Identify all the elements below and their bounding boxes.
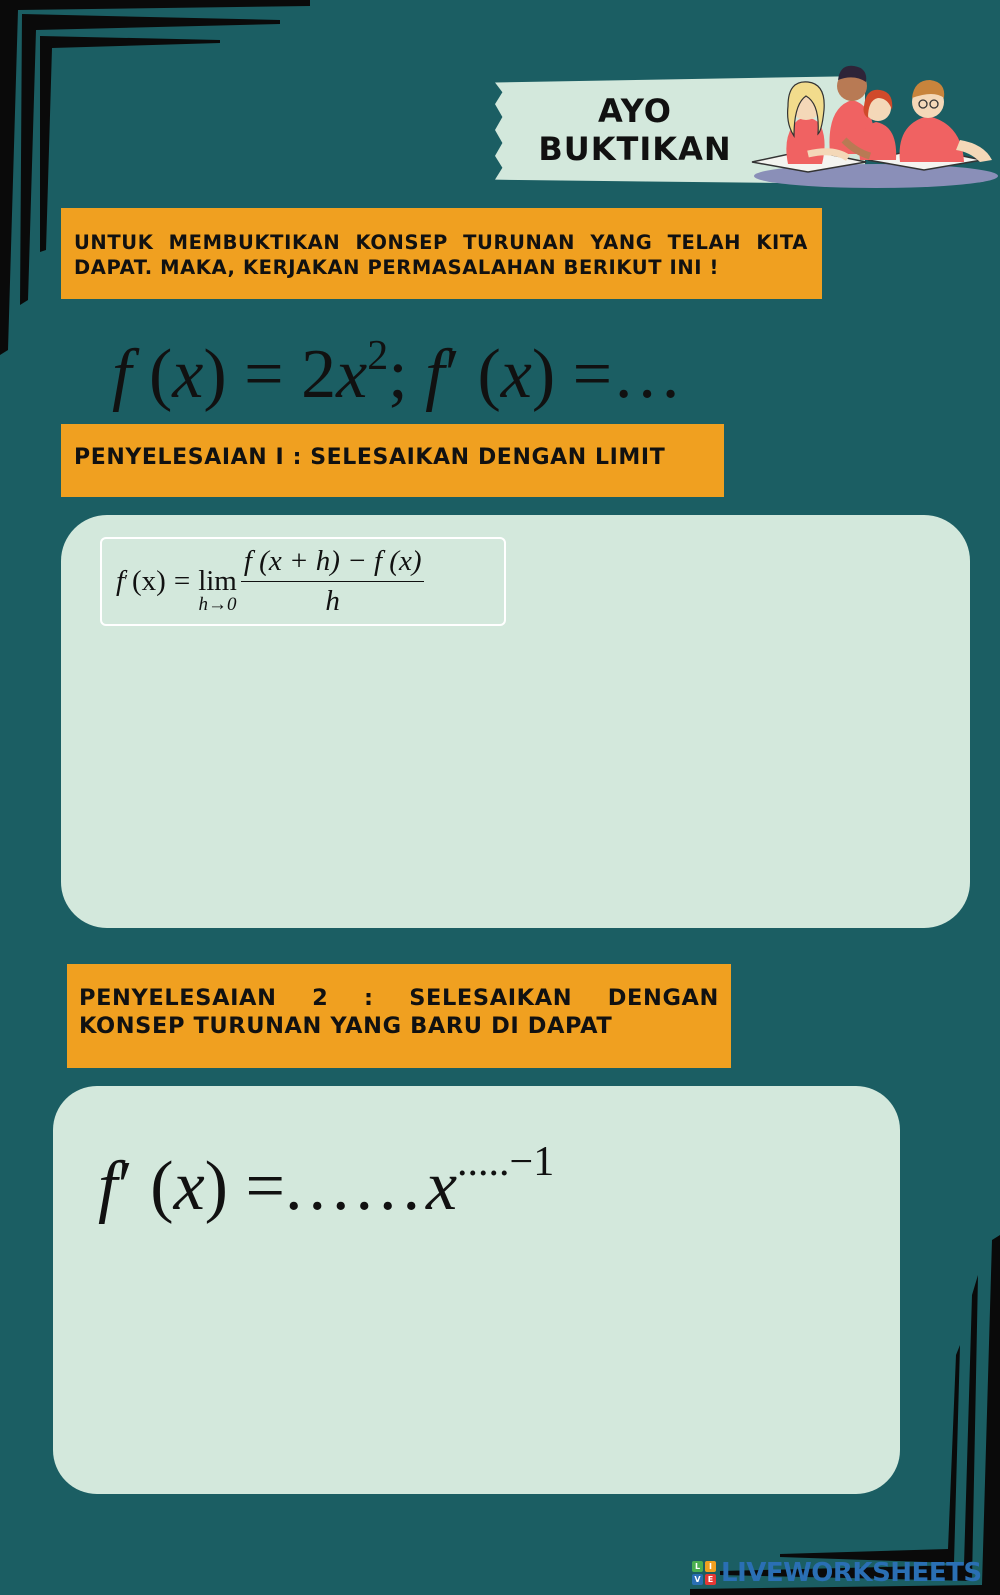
instruction-box — [61, 208, 822, 299]
formula-x: (x) — [132, 565, 166, 597]
title-line-2: BUKTIKAN — [538, 130, 732, 168]
section-2-heading-line-1 — [79, 984, 719, 1012]
title-line-1: AYO — [598, 92, 672, 130]
instruction-line-1: UNTUK MEMBUKTIKAN KONSEP TURUNAN YANG TELAH KITA — [74, 231, 808, 254]
power-prime: ′ — [117, 1148, 133, 1225]
problem-equals: = — [244, 336, 284, 413]
problem-x: x — [172, 336, 204, 413]
section-2-heading-line-2: KONSEP TURUNAN YANG BARU DI DAPAT — [79, 1013, 613, 1039]
problem-prime: ′ — [444, 336, 460, 413]
problem-equals-2: = — [572, 336, 613, 413]
power-rule-formula: f′ $(x) =......x^{.....-1}$ — [98, 1139, 555, 1225]
section-2-heading-word-5: DENGAN — [607, 985, 719, 1011]
answer-field-2[interactable] — [90, 1220, 874, 1479]
page-title — [530, 92, 740, 168]
section-2-heading-word-2: 2 — [312, 985, 329, 1011]
formula-lim-subscript: h→0 — [198, 593, 237, 615]
problem-exponent: 2 — [367, 333, 389, 379]
formula-numerator: f (x + h) − f (x) — [241, 543, 425, 582]
problem-dots: … — [612, 336, 683, 413]
section-2-heading-word-3: : — [363, 985, 374, 1011]
logo-letter-v: V — [692, 1574, 703, 1585]
problem-x-2: x — [500, 336, 532, 413]
logo-letter-i: I — [705, 1561, 716, 1572]
section-2-heading-word-4: SELESAIKAN — [409, 985, 573, 1011]
problem-equation: f $(x) = 2x^2$; f′ (x) =… — [112, 333, 683, 413]
formula-denominator: h — [325, 585, 340, 617]
logo-letter-l: L — [692, 1561, 703, 1572]
power-exponent-rest: −1 — [509, 1139, 555, 1185]
logo-letter-e: E — [705, 1574, 716, 1585]
problem-f: f — [112, 336, 132, 413]
problem-separator: ; — [388, 336, 408, 413]
liveworksheets-logo[interactable] — [692, 1557, 982, 1589]
students-illustration — [748, 44, 1000, 194]
formula-equals: = — [173, 565, 191, 597]
power-equals: = — [245, 1148, 285, 1225]
limit-definition-box — [100, 537, 506, 626]
instruction-line-2: DAPAT. MAKA, KERJAKAN PERMASALAHAN BERIKUT INI ! — [74, 256, 720, 279]
formula-prime: ′ — [124, 571, 128, 591]
answer-field-1[interactable] — [100, 640, 944, 914]
logo-icon — [692, 1561, 716, 1585]
formula-lim: lim — [198, 564, 237, 597]
power-blank: ...... — [284, 1148, 426, 1225]
power-base: x — [425, 1148, 458, 1225]
section-1-heading-text: PENYELESAIAN I : SELESAIKAN DENGAN LIMIT — [74, 445, 666, 470]
problem-fprime: f — [425, 336, 445, 413]
section-1-heading — [61, 424, 724, 497]
power-exponent-dots: ..... — [457, 1139, 510, 1185]
logo-text: LIVEWORKSHEETS — [721, 1558, 982, 1588]
problem-x-base: x — [336, 336, 368, 413]
section-2-heading — [67, 964, 731, 1068]
problem-coefficient: 2 — [301, 336, 337, 413]
formula-f: f — [116, 565, 125, 597]
corner-decoration-top-left — [0, 0, 320, 360]
power-f: f — [98, 1148, 118, 1225]
limit-definition-formula — [116, 539, 424, 624]
power-x: x — [173, 1148, 205, 1225]
section-2-heading-word-1: PENYELESAIAN — [79, 985, 277, 1011]
